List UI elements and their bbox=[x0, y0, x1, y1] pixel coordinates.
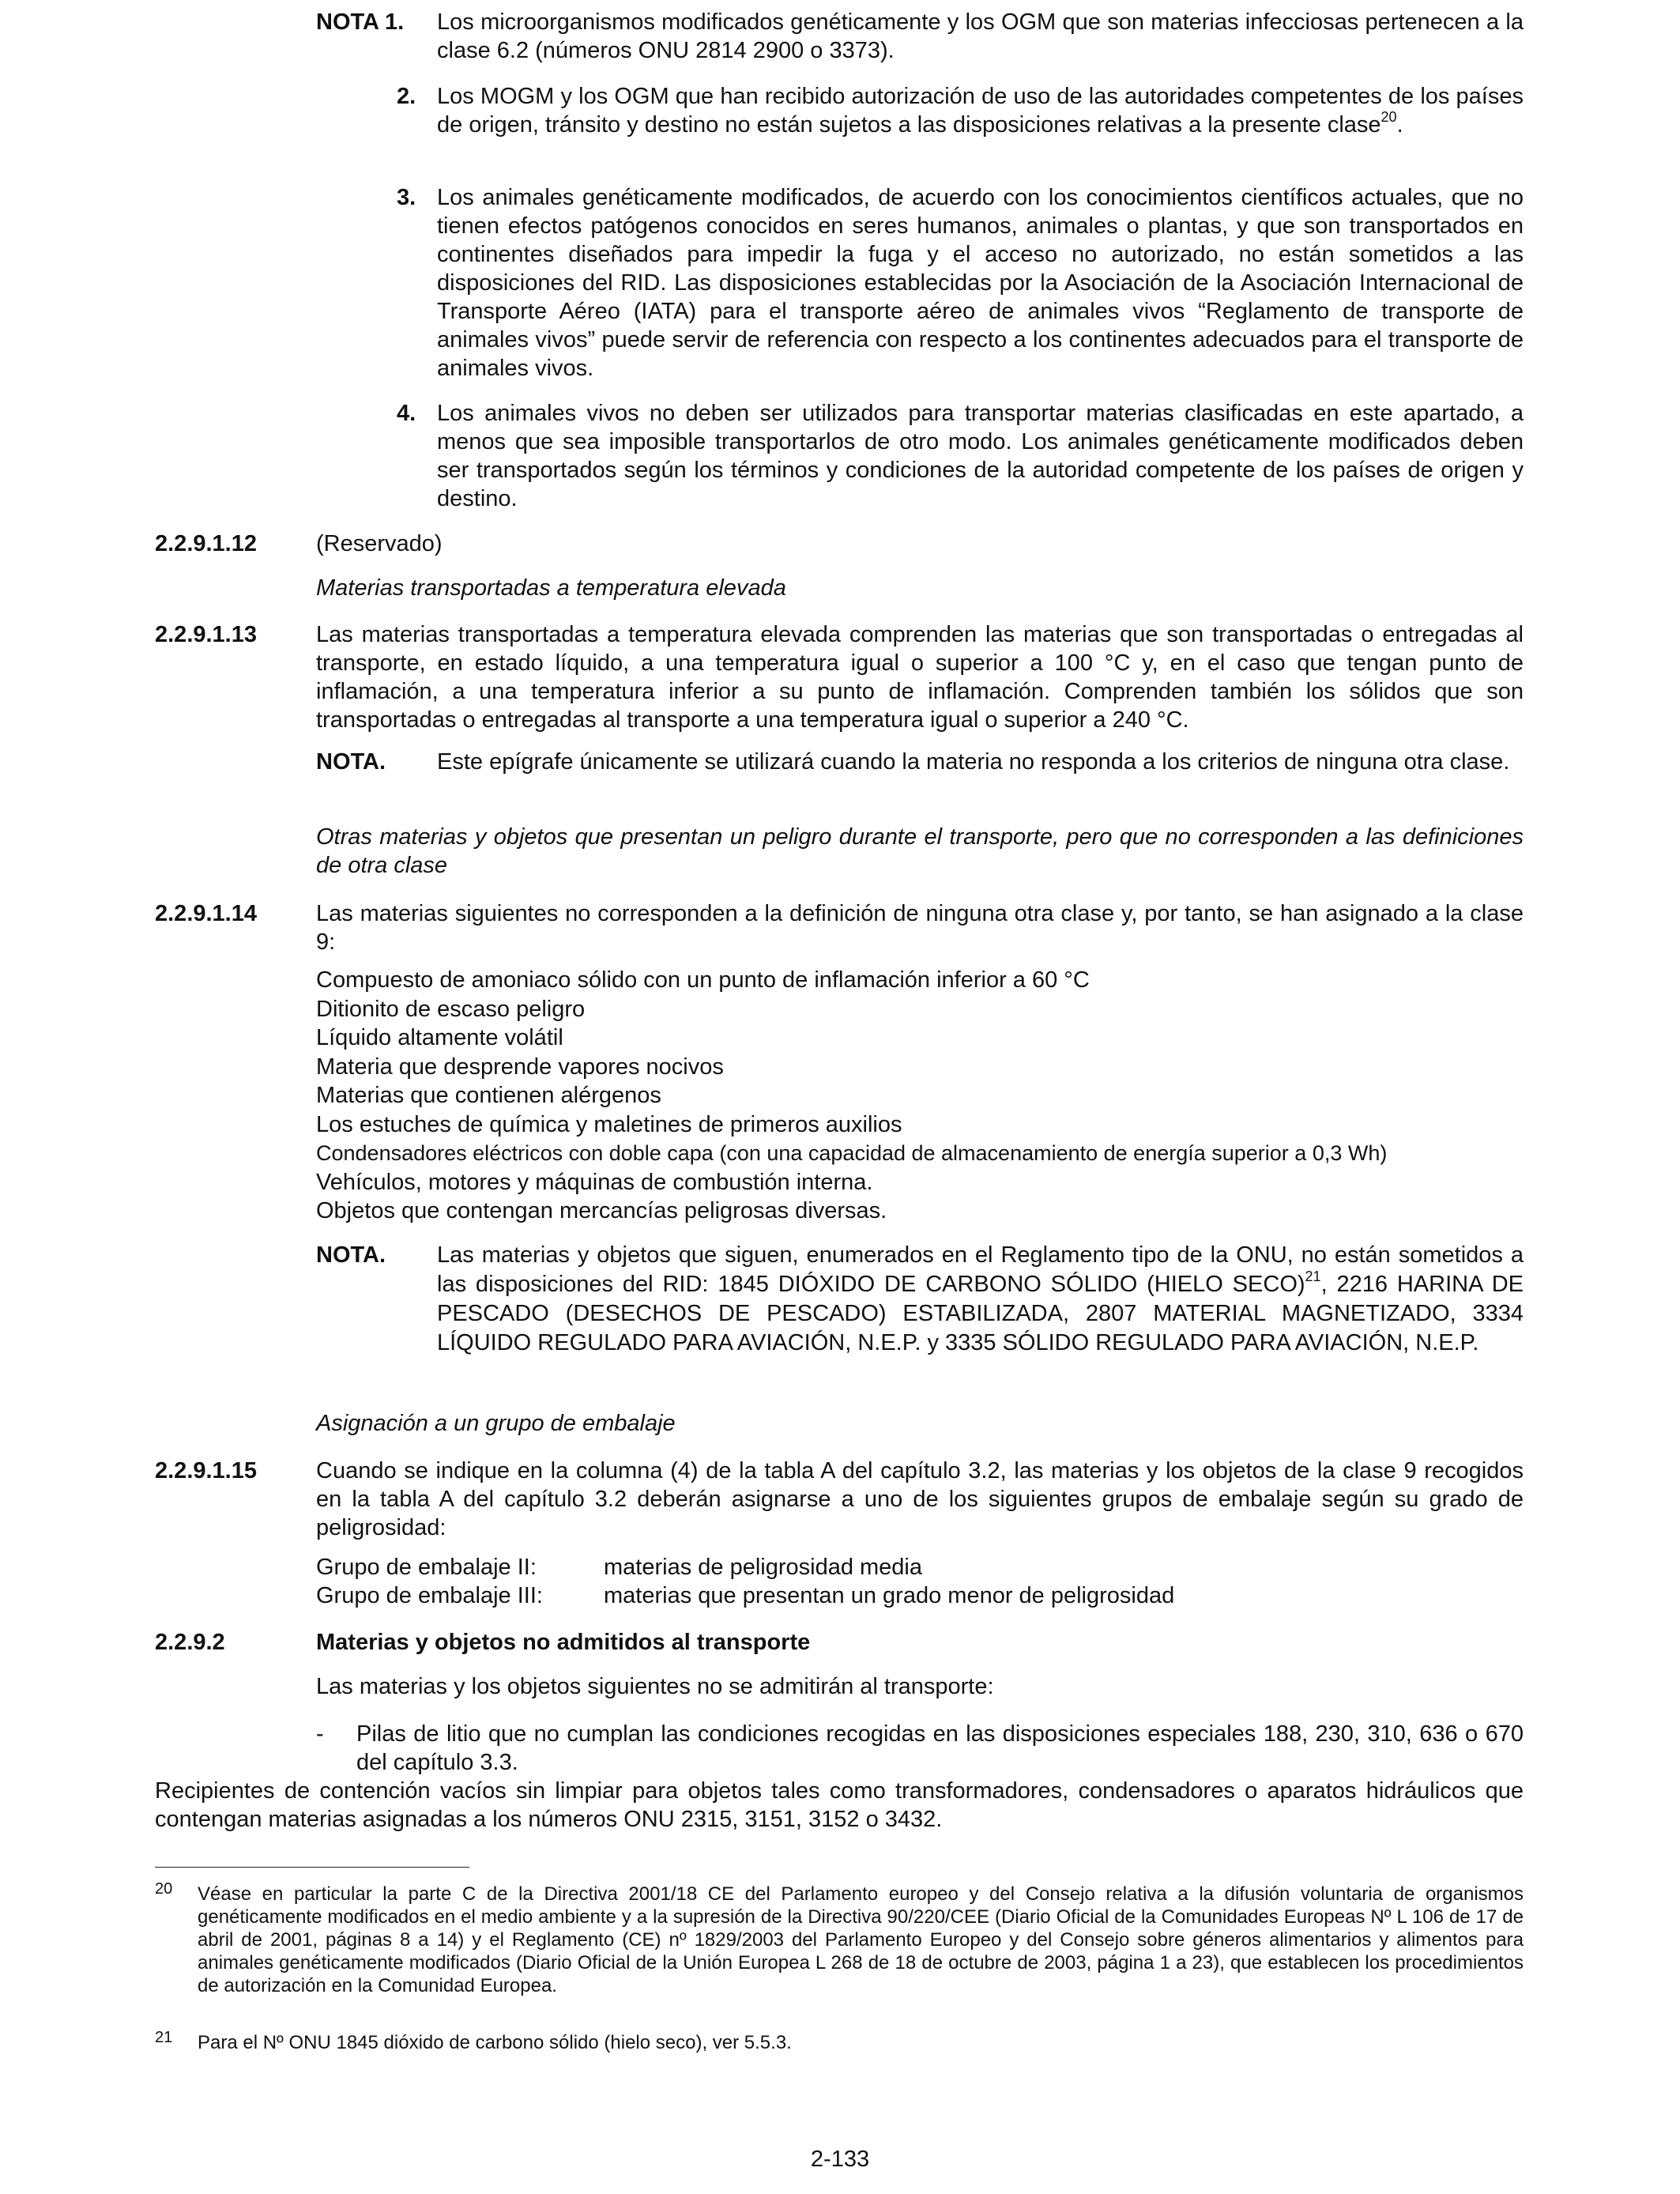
class-9-list bbox=[316, 966, 1524, 1226]
footnote-separator bbox=[155, 1867, 469, 1868]
packing-group-label: Grupo de embalaje III: bbox=[316, 1583, 543, 1608]
section-number: 2.2.9.1.13 bbox=[155, 622, 257, 647]
subheading-temperature: Materias transportadas a temperatura elevada bbox=[316, 575, 786, 601]
footnote-ref: 20 bbox=[1381, 109, 1397, 126]
page-number: 2-133 bbox=[810, 2147, 870, 2172]
note-text: Los animales vivos no deben ser utilizados para transportar materias clasificadas en este apartado, a menos que sea imposible transportarlos de otro modo. Los animales genéticamente modificados deben ser transportados según los términos y condiciones de la autoridad competente de los países de origen y destino. bbox=[437, 401, 1524, 511]
note-label: NOTA. bbox=[316, 749, 386, 775]
note-label: 3. bbox=[397, 185, 416, 210]
note-text: Los microorganismos modificados genéticamente y los OGM que son materias infecciosas pertenecen a la clase 6.2 (números ONU 2814 2900 o 3373). bbox=[437, 9, 1524, 63]
packing-group-desc: materias que presentan un grado menor de peligrosidad bbox=[604, 1583, 1175, 1608]
list-item: Ditionito de escaso peligro bbox=[316, 996, 586, 1022]
paragraph: Recipientes de contención vacíos sin limpiar para objetos tales como transformadores, condensadores o aparatos hidráulicos que contengan materias asignadas a los números ONU 2315, 3151, 3152 o 3432. bbox=[155, 1778, 1524, 1832]
subheading-other: Otras materias y objetos que presentan un peligro durante el transporte, pero que no corresponden a las definiciones de otra clase bbox=[316, 824, 1524, 878]
subheading-group: Asignación a un grupo de embalaje bbox=[316, 1411, 676, 1436]
section-number: 2.2.9.2 bbox=[155, 1630, 225, 1655]
section-number: 2.2.9.1.14 bbox=[155, 901, 257, 926]
footnote-number: 20 bbox=[155, 1880, 173, 1898]
footnote-text: Véase en particular la parte C de la Directiva 2001/18 CE del Parlamento europeo y del Consejo relativa a la difusión voluntaria de organismos genéticamente modificados en el medio ambiente y a la supresión de la Directiva 90/220/CEE (Diario Oficial de la Comunidades Europeas Nº L 106 de 17 de abril de 2001, páginas 8 a 14) y el Reglamento (CE) nº 1829/2003 del Parlamento Europeo y del Consejo sobre géneros alimentarios y alimentos para animales genéticamente modificados (Diario Oficial de la Unión Europea L 268 de 18 de octubre de 2003, página 1 a 23), que establecen los procedimientos de autorización en la Comunidad Europea. bbox=[198, 1883, 1524, 1996]
footnote-text: Para el Nº ONU 1845 dióxido de carbono sólido (hielo seco), ver 5.5.3. bbox=[198, 2032, 792, 2053]
list-item: Materias que contienen alérgenos bbox=[316, 1083, 661, 1108]
bullet-text: Pilas de litio que no cumplan las condiciones recogidas en las disposiciones especiales 188, 230, 310, 636 o 670 del capítulo 3.3. bbox=[356, 1721, 1524, 1775]
section-number: 2.2.9.1.15 bbox=[155, 1458, 257, 1483]
note-text: Los MOGM y los OGM que han recibido autorización de uso de las autoridades competentes de los países de origen, tránsito y destino no están sujetos a las disposiciones relativas a la presente clase$^{20}$. bbox=[437, 84, 1524, 138]
list-item: Vehículos, motores y máquinas de combustión interna. bbox=[316, 1169, 873, 1195]
list-item: Materia que desprende vapores nocivos bbox=[316, 1054, 724, 1080]
section-text: Cuando se indique en la columna (4) de la tabla A del capítulo 3.2, las materias y los objetos de la clase 9 recogidos en la tabla A del capítulo 3.2 deberán asignarse a uno de los siguientes grupos de embalaje según su grado de peligrosidad: bbox=[316, 1458, 1524, 1540]
footnote-ref: 21 bbox=[1305, 1269, 1321, 1285]
list-item: Condensadores eléctricos con doble capa (con una capacidad de almacenamiento de energía superior a 0,3 Wh) bbox=[316, 1141, 1388, 1165]
section-text: Las materias siguientes no corresponden a la definición de ninguna otra clase y, por tanto, se han asignado a la clase 9: bbox=[316, 901, 1524, 955]
note-label: NOTA. bbox=[316, 1242, 386, 1268]
list-item: Líquido altamente volátil bbox=[316, 1025, 563, 1050]
note-text: Los animales genéticamente modificados, de acuerdo con los conocimientos científicos actuales, que no tienen efectos patógenos conocidos en seres humanos, animales o plantas, y que son transportados en continentes diseñados para impedir la fuga y el acceso no autorizado, no están sometidos a las disposiciones del RID. Las disposiciones establecidas por la Asociación de la Asociación Internacional de Transporte Aéreo (IATA) para el transporte aéreo de animales vivos “Reglamento de transporte de animales vivos” puede servir de referencia con respecto a los continentes adecuados para el transporte de animales vivos. bbox=[437, 185, 1524, 381]
note-label: NOTA 1. bbox=[316, 9, 405, 35]
section-text: Las materias transportadas a temperatura elevada comprenden las materias que son transportadas o entregadas al transporte, en estado líquido, a una temperatura igual o superior a 100 °C y, en el caso que tengan punto de inflamación, a una temperatura inferior a su punto de inflamación. Comprenden también los sólidos que son transportadas o entregadas al transporte a una temperatura igual o superior a 240 °C. bbox=[316, 622, 1524, 733]
list-item: Objetos que contengan mercancías peligrosas diversas. bbox=[316, 1198, 887, 1223]
dash-marker: - bbox=[316, 1721, 324, 1747]
note-text: Las materias y objetos que siguen, enumerados en el Reglamento tipo de la ONU, no están sometidos a las disposiciones del RID: 1845 DIÓXIDO DE CARBONO SÓLIDO (HIELO SECO)$^{21}$, 2216 HARINA DE PESCADO (DESECHOS DE PESCADO) ESTABILIZADA, 2807 MATERIAL MAGNETIZADO, 3334 LÍQUIDO REGULADO PARA AVIACIÓN, N.E.P. y 3335 SÓLIDO REGULADO PARA AVIACIÓN, N.E.P. bbox=[437, 1242, 1524, 1355]
section-title: Materias y objetos no admitidos al transporte bbox=[316, 1630, 811, 1655]
section-intro: Las materias y los objetos siguientes no se admitirán al transporte: bbox=[316, 1674, 994, 1699]
list-item: Los estuches de química y maletines de primeros auxilios bbox=[316, 1111, 902, 1137]
section-text: (Reservado) bbox=[316, 531, 443, 556]
note-label: 4. bbox=[397, 401, 416, 426]
note-label: 2. bbox=[397, 84, 416, 109]
section-number: 2.2.9.1.12 bbox=[155, 531, 257, 556]
footnote-number: 21 bbox=[155, 2029, 173, 2046]
note-text: Este epígrafe únicamente se utilizará cuando la materia no responda a los criterios de ninguna otra clase. bbox=[437, 749, 1510, 775]
packing-group-desc: materias de peligrosidad media bbox=[604, 1555, 922, 1580]
list-item: Compuesto de amoniaco sólido con un punto de inflamación inferior a 60 °C bbox=[316, 967, 1090, 993]
packing-group-label: Grupo de embalaje II: bbox=[316, 1555, 537, 1580]
